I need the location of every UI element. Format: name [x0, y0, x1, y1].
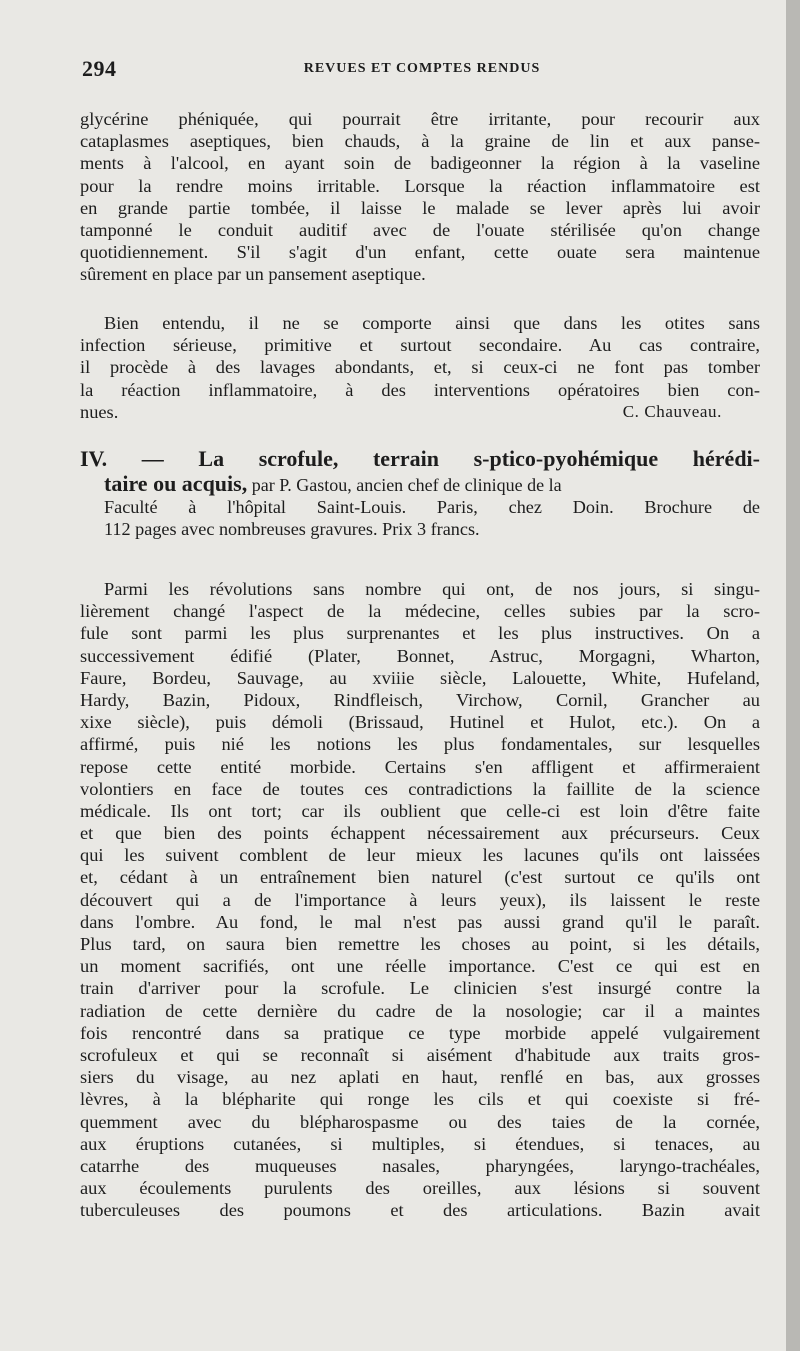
text-line: un moment sacrifiés, ont une réelle importance. C'est ce qui est en — [80, 956, 760, 977]
text-line: Faure, Bordeu, Sauvage, au xviiie siècle, Lalouette, White, Hufeland, — [80, 667, 760, 688]
review-title-end: taire ou acquis, — [104, 471, 248, 496]
author-signature: C. Chauveau. — [622, 401, 722, 421]
text-line: infection sérieuse, primitive et surtout secondaire. Au cas contraire, — [80, 335, 760, 356]
text-line: Parmi les révolutions sans nombre qui ont, de nos jours, si singu- — [104, 579, 760, 599]
text-line: il procède à des lavages abondants, et, si ceux-ci ne font pas tomber — [80, 357, 760, 378]
text-line: repose cette entité morbide. Certains s'en affligent et affirmeraient — [80, 756, 760, 777]
text-line: fule sont parmi les plus surprenantes et les plus instructives. On a — [80, 623, 760, 644]
text-line: quemment avec du blépharospasme ou des taies de la cornée, — [80, 1111, 760, 1132]
text-line: et, cédant à un entraînement bien naturel (c'est surtout ce qu'ils ont — [80, 867, 760, 888]
signature-line — [80, 401, 760, 423]
text-line: pour la rendre moins irritable. Lorsque la réaction inflammatoire est — [80, 175, 760, 196]
text-line: tamponné le conduit auditif avec de l'ouate stérilisée qu'on change — [80, 219, 760, 240]
running-head — [82, 56, 762, 88]
text-line: et que bien des points échappent nécessairement aux précurseurs. Ceux — [80, 823, 760, 844]
text-line: radiation de cette dernière du cadre de la nosologie; car il a maintes — [80, 1000, 760, 1021]
text-line: catarrhe des muqueuses nasales, pharyngées, laryngo-trachéales, — [80, 1155, 760, 1176]
text-line: cataplasmes aseptiques, bien chauds, à la graine de lin et aux panse- — [80, 131, 760, 152]
review-author: par P. Gastou, ancien chef de clinique de la — [247, 475, 562, 495]
text-line: train d'arriver pour la scrofule. Le clinicien s'est insurgé contre la — [80, 978, 760, 999]
text-line: siers du visage, au nez aplati en haut, renflé en bas, aux grosses — [80, 1067, 760, 1088]
text-line: la réaction inflammatoire, à des interventions opératoires bien con- — [80, 379, 760, 400]
text-line: aux éruptions cutanées, si multiples, si étendues, si tenaces, au — [80, 1133, 760, 1154]
text-line: quotidiennement. S'il s'agit d'un enfant, cette ouate sera maintenue — [80, 242, 760, 263]
running-title: REVUES ET COMPTES RENDUS — [303, 61, 541, 76]
text-line: volontiers en face de toutes ces contradictions la faillite de la science — [80, 778, 760, 799]
text-line: lièrement changé l'aspect de la médecine, celles subies par la scro- — [80, 601, 760, 622]
paragraph-1 — [80, 108, 760, 286]
text-line: Plus tard, on saura bien remettre les choses au point, si les détails, — [80, 934, 760, 954]
text-line: nues. — [80, 401, 119, 422]
text-line: médicale. Ils ont tort; car ils oublient que celle-ci est loin d'être faite — [80, 800, 760, 821]
review-heading — [80, 446, 760, 540]
review-publication: Faculté à l'hôpital Saint-Louis. Paris, chez Doin. Brochure de — [104, 497, 760, 517]
text-line: lèvres, à la blépharite qui ronge les cils et qui coexiste si fré- — [80, 1089, 760, 1110]
review-title: IV. — La scrofule, terrain s-ptico-pyohémique hérédi- — [80, 446, 760, 471]
text-line: Bien entendu, il ne se comporte ainsi que dans les otites sans — [104, 313, 760, 333]
review-price: 112 pages avec nombreuses gravures. Prix 3 francs. — [104, 519, 480, 540]
paragraph-3 — [80, 578, 760, 1221]
text-line: xixe siècle), puis démoli (Brissaud, Hutinel et Hulot, etc.). On a — [80, 712, 760, 733]
text-line: ments à l'alcool, en ayant soin de badigeonner la région à la vaseline — [80, 153, 760, 174]
text-line: affirmé, puis nié les notions les plus fondamentales, sur lesquelles — [80, 734, 760, 755]
text-line: en grande partie tombée, il laisse le malade se lever après lui avoir — [80, 197, 760, 218]
text-line: tuberculeuses des poumons et des articulations. Bazin avait — [80, 1200, 760, 1221]
text-line: aux écoulements purulents des oreilles, aux lésions si souvent — [80, 1178, 760, 1199]
text-line: découvert qui a de l'importance à leurs yeux), ils laissent le reste — [80, 889, 760, 910]
text-line: glycérine phéniquée, qui pourrait être irritante, pour recourir aux — [80, 109, 760, 129]
text-line: scrofuleux et qui se reconnaît si aisément d'habitude aux traits gros- — [80, 1044, 760, 1065]
text-line: dans l'ombre. Au fond, le mal n'est pas aussi grand qu'il le paraît. — [80, 911, 760, 932]
text-line: successivement édifié (Plater, Bonnet, Astruc, Morgagni, Wharton, — [80, 645, 760, 666]
review-title-continuation — [80, 472, 760, 496]
page-number: 294 — [82, 56, 117, 81]
page-edge-shadow — [786, 0, 800, 1351]
text-line: sûrement en place par un pansement aseptique. — [80, 264, 426, 285]
text-line: Hardy, Bazin, Pidoux, Rindfleisch, Virchow, Cornil, Grancher au — [80, 689, 760, 710]
text-line: fois rencontré dans sa pratique ce type morbide appelé vulgairement — [80, 1022, 760, 1043]
text-line: qui les suivent comblent de leur mieux les lacunes qu'ils ont laissées — [80, 845, 760, 866]
paragraph-2 — [80, 312, 760, 423]
